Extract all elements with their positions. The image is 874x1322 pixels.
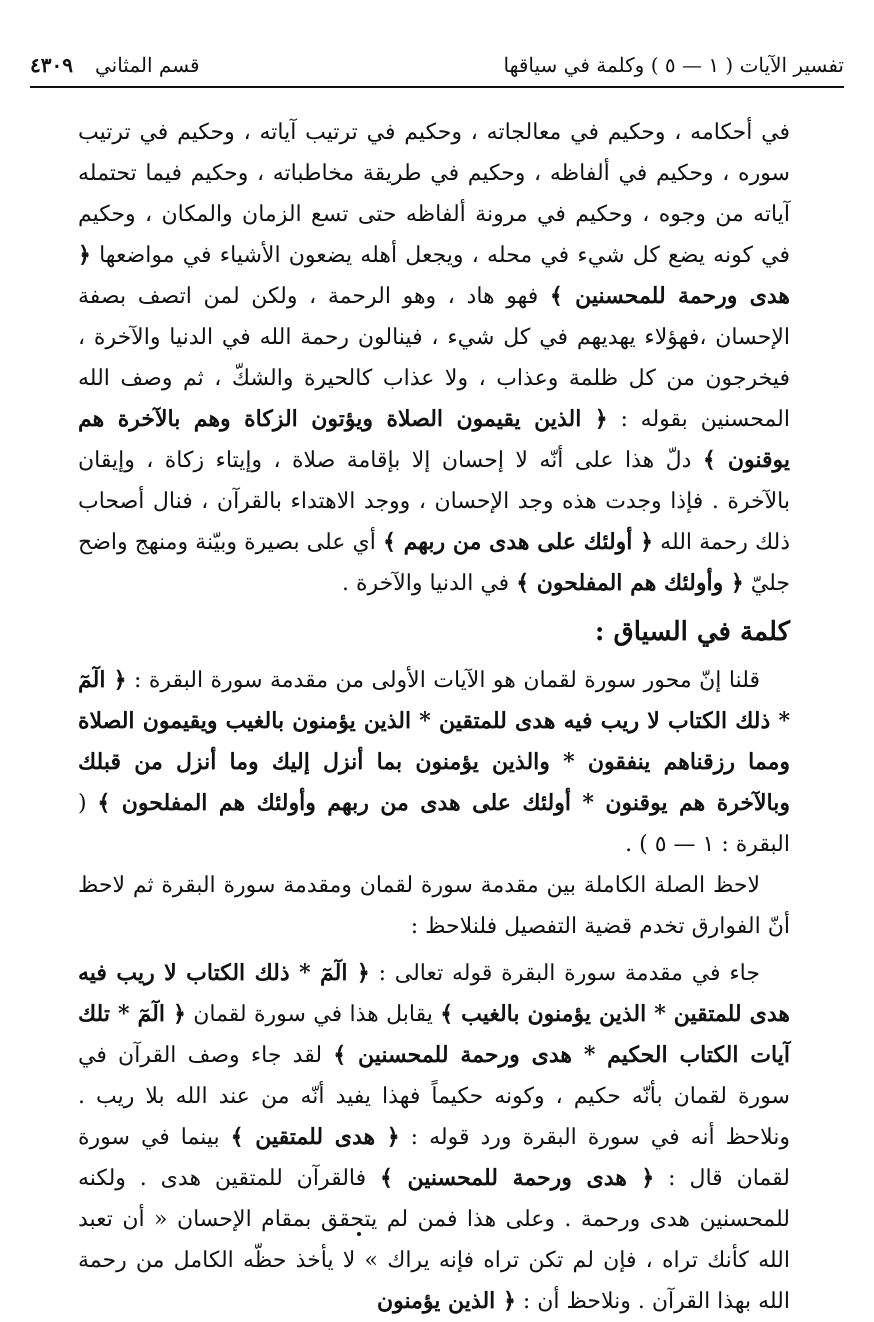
page-number: ٤٣٠٩ [30, 53, 73, 77]
text-run: قلنا إنّ محور سورة لقمان هو الآيات الأولى من مقدمة سورة البقرة : [126, 668, 760, 693]
section-heading: كلمة في السياق : [594, 617, 790, 647]
quran-quote: ﴿ هدى للمتقين ﴾ [230, 1124, 400, 1150]
quran-quote: ﴿ الٓمٓ * ذلك الكتاب لا ريب فيه هدى للمتقين * الذين يؤمنون بالغيب ﴾ [78, 960, 790, 1027]
text-run: ( البقرة : ١ — ٥ ) . [78, 791, 790, 857]
quran-quote: ﴿ هدى ورحمة للمحسنين ﴾ [380, 1165, 655, 1191]
quran-quote: ﴿ أولئك على هدى من ربهم ﴾ [382, 529, 654, 555]
paragraph-4 [78, 953, 790, 1322]
header-section: قسم المثاني [94, 53, 200, 77]
paragraph-2 [78, 660, 790, 865]
text-run: في أحكامه ، وحكيم في معالجاته ، وحكيم في ترتيب آياته ، وحكيم في ترتيب سوره ، وحكيم في ألفاظه ، وحكيم في طريقة مخاطباته ، وحكيم فيما تحتمله آياته من وجوه ، وحكيم في مرونة ألفاظه حتى تسع الزمان والمكان ، وحكيم في كونه يضع كل شيء في محله ، ويجعل أهله يضعون الأشياء في مواضعها [78, 120, 790, 268]
text-run: يقابل هذا في سورة لقمان [185, 1002, 441, 1027]
header-meta [30, 53, 200, 77]
quran-quote: ﴿ الٓمٓ * ذلك الكتاب لا ريب فيه هدى للمتقين * الذين يؤمنون بالغيب ويقيمون الصلاة ومما رزقناهم ينفقون * والذين يؤمنون بما أنزل إليك وما أنزل من قبلك وبالآخرة هم يوقنون * أولئك على هدى من ربهم وأولئك هم المفلحون ﴾ [78, 667, 790, 816]
quran-quote: ﴿ هدى ورحمة للمحسنين ﴾ [78, 242, 790, 309]
header-rule [30, 86, 844, 88]
paragraph-1 [78, 112, 790, 604]
text-run: لقد جاء وصف القرآن في سورة لقمان بأنّه حكيم ، وكونه حكيماً فهذا يفيد أنّه من عند الله بلا ريب . ونلاحظ أنه في سورة البقرة ورد قوله : [78, 1043, 790, 1150]
text-run: في الدنيا والآخرة . [342, 571, 517, 596]
text-run: دلّ هذا على أنّه لا إحسان إلا بإقامة صلاة ، وإيتاء زكاة ، وإيقان بالآخرة . فإذا وجدت هذه وجد الإحسان ، ووجد الاهتداء بالقرآن ، فنال أصحاب ذلك رحمة الله [78, 448, 790, 555]
page-body [78, 112, 790, 1322]
quran-quote: ﴿ الذين يؤمنون [376, 1288, 516, 1314]
text-run: فهو هاد ، وهو الرحمة ، ولكن لمن اتصف بصفة الإحسان ،فهؤلاء يهديهم في كل شيء ، فينالون رحمة الله في الدنيا والآخرة ، فيخرجون من كل ظلمة وعذاب ، ولا عذاب كالحيرة والشكّ ، ثم وصف الله المحسنين بقوله : [78, 284, 790, 432]
text-run: لاحظ الصلة الكاملة بين مقدمة سورة لقمان ومقدمة سورة البقرة ثم لاحظ أنّ الفوارق تخدم قضية التفصيل فلنلاحظ : [78, 873, 790, 939]
quran-quote: ﴿ وأولئك هم المفلحون ﴾ [516, 570, 744, 596]
text-run: جاء في مقدمة سورة البقرة قوله تعالى : [369, 961, 760, 986]
text-run: أي على بصيرة وبيّنة ومنهج واضح جليّ [78, 530, 790, 596]
page-mark [357, 1232, 361, 1236]
text-run: فالقرآن للمتقين هدى . ولكنه للمحسنين هدى ورحمة . وعلى هذا فمن لم يتحقق بمقام الإحسان « أن تعبد الله كأنك تراه ، فإن لم تكن تراه فإنه يراك » لا يأخذ حظّه الكامل من رحمة الله بهذا القرآن . ونلاحظ أن : [78, 1166, 790, 1314]
running-header [30, 48, 844, 82]
text-run: بينما في سورة لقمان قال : [78, 1125, 790, 1191]
paragraph-3 [78, 865, 790, 947]
quran-quote: ﴿ الٓمٓ * تلك آيات الكتاب الحكيم * هدى ورحمة للمحسنين ﴾ [78, 1001, 790, 1068]
quran-quote: ﴿ الذين يقيمون الصلاة ويؤتون الزكاة وهم بالآخرة هم يوقنون ﴾ [78, 406, 790, 473]
header-title: تفسير الآيات ( ١ — ٥ ) وكلمة في سياقها [503, 53, 844, 77]
